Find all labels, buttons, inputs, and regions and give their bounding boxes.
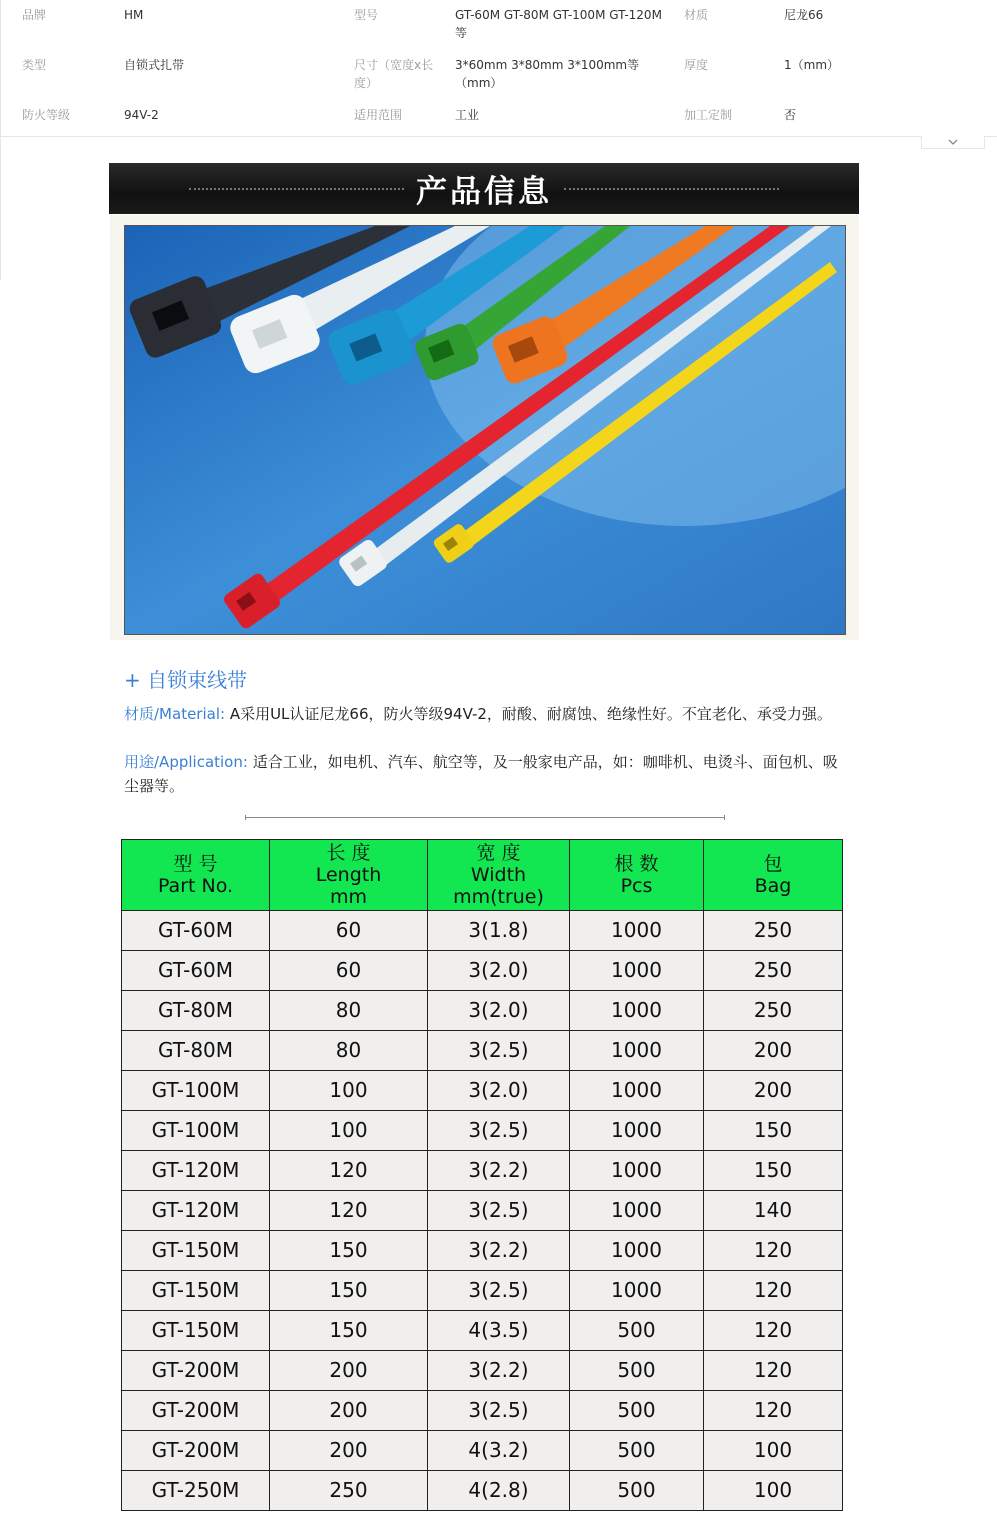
attr-label-model: 型号 [354,8,379,22]
cell-length: 200 [270,1391,428,1431]
cell-bag: 250 [704,911,843,951]
table-row [122,1031,843,1071]
cell-part-no: GT-100M [122,1111,270,1151]
attr-value-scope: 工业 [455,108,480,122]
cell-length: 250 [270,1471,428,1511]
cell-part-no: GT-120M [122,1151,270,1191]
section-banner [109,163,859,214]
cell-bag: 140 [704,1191,843,1231]
attr-value-size: 3*60mm 3*80mm 3*100mm等（mm） [455,58,640,90]
cell-length: 100 [270,1111,428,1151]
cell-pcs: 1000 [570,951,704,991]
header-width: 宽 度 Width mm(true) [428,840,570,911]
attr-label-size: 尺寸（宽度x长度） [354,58,434,90]
cell-length: 150 [270,1231,428,1271]
cell-length: 100 [270,1071,428,1111]
attr-label-type: 类型 [22,58,47,72]
cell-part-no: GT-100M [122,1071,270,1111]
cell-part-no: GT-150M [122,1271,270,1311]
application-key: 用途/Application: [124,753,248,771]
application-text: 适合工业，如电机、汽车、航空等，及一般家电产品，如：咖啡机、电烫斗、面包机、吸尘器等。 [124,753,838,795]
header-part-no: 型 号 Part No. [122,840,270,911]
cell-pcs: 500 [570,1311,704,1351]
header-pcs: 根 数 Pcs [570,840,704,911]
cell-length: 80 [270,991,428,1031]
cell-bag: 120 [704,1311,843,1351]
table-row [122,1151,843,1191]
cell-width: 3(2.2) [428,1351,570,1391]
cell-part-no: GT-60M [122,911,270,951]
cell-pcs: 500 [570,1391,704,1431]
cell-part-no: GT-80M [122,1031,270,1071]
cell-pcs: 500 [570,1351,704,1391]
section-heading: + 自锁束线带 [124,668,248,692]
table-row [122,1311,843,1351]
cell-part-no: GT-250M [122,1471,270,1511]
cell-part-no: GT-200M [122,1431,270,1471]
cell-bag: 120 [704,1271,843,1311]
table-row [122,951,843,991]
table-row [122,1191,843,1231]
application-paragraph [124,750,844,798]
cell-part-no: GT-60M [122,951,270,991]
table-row [122,1431,843,1471]
cell-bag: 150 [704,1151,843,1191]
table-row [122,1231,843,1271]
attr-label-custom: 加工定制 [684,108,733,122]
banner-title: 产品信息 [416,174,552,210]
cell-pcs: 1000 [570,1111,704,1151]
spec-table-header-row [122,840,843,911]
attr-label-fire-rating: 防火等级 [22,108,71,122]
cell-bag: 250 [704,951,843,991]
cell-pcs: 1000 [570,1071,704,1111]
cell-pcs: 1000 [570,1151,704,1191]
cell-width: 3(2.5) [428,1391,570,1431]
cell-bag: 250 [704,991,843,1031]
banner-dots-left [189,188,404,190]
cell-pcs: 500 [570,1471,704,1511]
cell-bag: 120 [704,1231,843,1271]
cell-width: 3(2.2) [428,1151,570,1191]
attr-value-fire-rating: 94V-2 [124,108,159,122]
attr-value-type: 自锁式扎带 [124,58,185,72]
cell-part-no: GT-150M [122,1231,270,1271]
cell-width: 3(1.8) [428,911,570,951]
cell-bag: 200 [704,1031,843,1071]
attr-label-brand: 品牌 [22,8,47,22]
cell-length: 60 [270,951,428,991]
cell-pcs: 1000 [570,911,704,951]
cell-pcs: 500 [570,1431,704,1471]
cell-width: 4(3.2) [428,1431,570,1471]
cell-bag: 200 [704,1071,843,1111]
cell-pcs: 1000 [570,1231,704,1271]
left-border [0,0,1,280]
cell-pcs: 1000 [570,1031,704,1071]
cell-bag: 100 [704,1431,843,1471]
chevron-down-icon [948,139,958,146]
material-text: A采用UL认证尼龙66，防火等级94V-2，耐酸、耐腐蚀、绝缘性好。不宜老化、承受力强。 [225,705,832,723]
attr-value-custom: 否 [784,108,797,122]
attr-value-model: GT-60M GT-80M GT-100M GT-120M 等 [455,8,662,40]
cell-length: 200 [270,1431,428,1471]
cell-width: 4(3.5) [428,1311,570,1351]
cell-length: 200 [270,1351,428,1391]
table-row [122,1071,843,1111]
attr-value-brand: HM [124,8,144,22]
cell-width: 3(2.2) [428,1231,570,1271]
attr-label-scope: 适用范围 [354,108,403,122]
cell-length: 60 [270,911,428,951]
table-row [122,1111,843,1151]
expand-attributes-button[interactable] [921,136,985,149]
table-row [122,1471,843,1511]
cell-part-no: GT-200M [122,1391,270,1431]
product-photo-frame [110,215,859,640]
attr-value-material: 尼龙66 [784,8,824,22]
header-length: 长 度 Length mm [270,840,428,911]
product-attributes [0,0,997,137]
cell-pcs: 1000 [570,991,704,1031]
cell-bag: 150 [704,1111,843,1151]
banner-dots-right [564,188,779,190]
cell-part-no: GT-120M [122,1191,270,1231]
table-row [122,1351,843,1391]
cell-length: 120 [270,1191,428,1231]
cell-bag: 120 [704,1391,843,1431]
header-bag: 包 Bag [704,840,843,911]
cell-length: 120 [270,1151,428,1191]
cell-width: 3(2.0) [428,991,570,1031]
attr-label-material: 材质 [684,8,709,22]
cell-part-no: GT-200M [122,1351,270,1391]
table-row [122,991,843,1031]
cell-bag: 120 [704,1351,843,1391]
cell-width: 3(2.0) [428,951,570,991]
table-row [122,1391,843,1431]
cell-width: 3(2.5) [428,1031,570,1071]
cell-part-no: GT-150M [122,1311,270,1351]
cell-pcs: 1000 [570,1271,704,1311]
table-row [122,1271,843,1311]
table-row [122,911,843,951]
cell-width: 4(2.8) [428,1471,570,1511]
spec-table [121,839,843,1511]
cell-part-no: GT-80M [122,991,270,1031]
cell-width: 3(2.5) [428,1111,570,1151]
cell-bag: 100 [704,1471,843,1511]
cell-length: 150 [270,1271,428,1311]
material-key: 材质/Material: [124,705,226,723]
attr-value-thickness: 1（mm） [784,58,840,72]
cell-pcs: 1000 [570,1191,704,1231]
cell-width: 3(2.0) [428,1071,570,1111]
cell-width: 3(2.5) [428,1271,570,1311]
cell-width: 3(2.5) [428,1191,570,1231]
cable-ties-photo [124,225,846,635]
cell-length: 80 [270,1031,428,1071]
cell-length: 150 [270,1311,428,1351]
material-paragraph [124,702,844,726]
divider-rule [245,817,725,818]
attr-label-thickness: 厚度 [684,58,709,72]
